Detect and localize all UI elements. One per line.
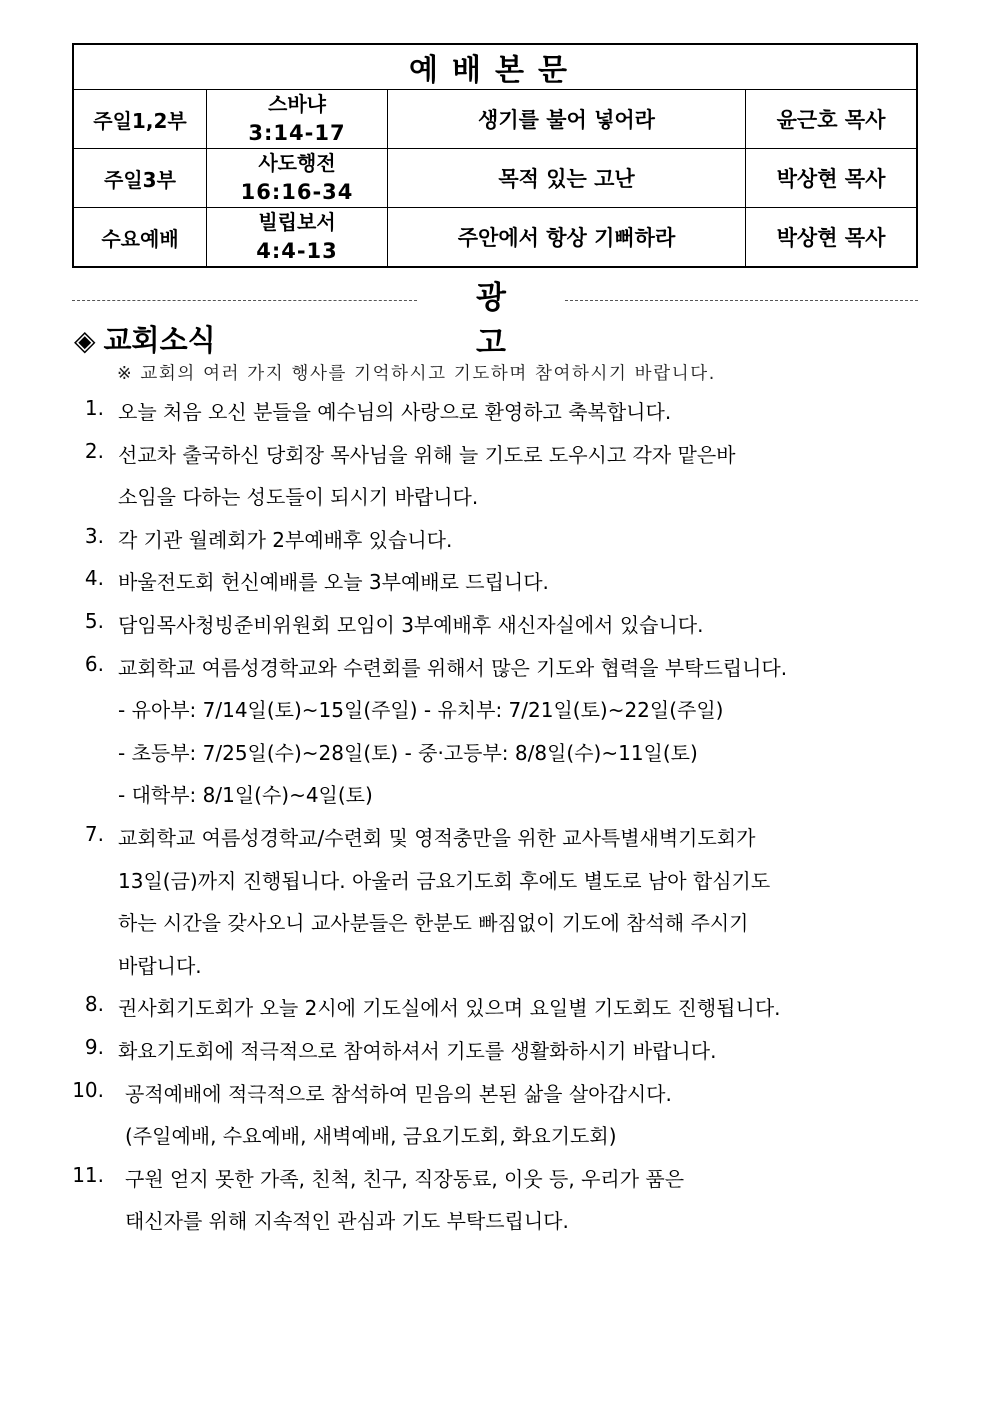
scripture [207,208,388,268]
service-name: 주일1,2부 [73,90,207,149]
notice-number: 2. [84,438,104,463]
notice-number: 8. [84,992,104,1017]
divider [72,300,417,301]
notice-text: 바랍니다. [118,953,202,978]
notice-text: 오늘 처음 오신 분들을 예수님의 사랑으로 환영하고 축복합니다. [118,400,672,424]
notice-text: 화요기도회에 적극적으로 참여하셔서 기도를 생활화하시기 바랍니다. [118,1039,717,1063]
notice-text: - 초등부: 7/25일(수)~28일(토) - 중·고등부: 8/8일(수)~11일(토) [118,740,698,765]
section-heading [74,318,216,359]
announcements-title: 광고 [476,280,544,361]
notice-text: 바울전도회 헌신예배를 오늘 3부예배로 드립니다. [118,570,549,595]
notice-text: 13일(금)까지 진행됩니다. 아울러 금요기도회 후에도 별도로 남아 합심기도 [118,868,771,893]
notice-text: 공적예배에 적극적으로 참석하여 믿음의 본된 삶을 살아갑시다. [125,1081,672,1106]
notice-text: - 대학부: 8/1일(수)~4일(토) [118,783,373,808]
notice-text: (주일예배, 수요예배, 새벽예배, 금요기도회, 화요기도회) [125,1124,617,1149]
divider [565,300,918,301]
notice-number: 5. [84,609,104,633]
notice-text: 선교차 출국하신 당회장 목사님을 위해 늘 기도로 도우시고 각자 맡은바 [118,442,736,467]
service-name: 수요예배 [73,208,207,268]
notice-number: 11. [72,1162,104,1187]
scripture-verse: 16:16-34 [240,180,354,204]
scripture-book: 스바냐 [268,92,326,116]
notice-number: 7. [84,822,104,846]
section-note: ※ 교회의 여러 가지 행사를 기억하시고 기도하며 참여하시기 바랍니다. [117,364,716,384]
notice-text: 교회학교 여름성경학교와 수련회를 위해서 많은 기도와 협력을 부탁드립니다. [118,655,788,680]
service-name: 주일3부 [73,149,207,208]
notice-number: 4. [84,566,104,591]
notice-text: - 유아부: 7/14일(토)~15일(주일) - 유치부: 7/21일(토)~22일(주일) [118,698,724,723]
notice-number: 6. [84,651,104,676]
notice-number: 10. [72,1077,104,1102]
sermon-row [73,208,917,268]
notice-text: 구원 얻지 못한 가족, 친척, 친구, 직장동료, 이웃 등, 우리가 품은 [125,1166,685,1191]
sermon-title: 생기를 불어 넣어라 [388,90,746,149]
notice-text: 담임목사청빙준비위원회 모임이 3부예배후 새신자실에서 있습니다. [118,613,704,637]
scripture-verse: 3:14-17 [248,121,346,145]
notice-text: 교회학교 여름성경학교/수련회 및 영적충만을 위한 교사특별새벽기도회가 [118,826,756,850]
preacher: 윤근호 목사 [746,90,918,149]
scripture-book: 사도행전 [258,151,336,175]
section-title: 교회소식 [103,323,216,357]
sermon-table-title: 예배본문 [73,44,917,90]
sermon-row [73,90,917,149]
notice-text: 각 기관 월례회가 2부예배후 있습니다. [118,527,453,552]
scripture-book: 빌립보서 [258,210,336,234]
sermon-row [73,149,917,208]
notice-number: 9. [84,1035,104,1059]
scripture [207,90,388,149]
notice-text: 태신자를 위해 지속적인 관심과 기도 부탁드립니다. [125,1209,569,1234]
scripture-verse: 4:4-13 [256,239,338,263]
sermon-table-header-row [73,44,917,90]
sermon-table [72,43,918,268]
preacher: 박상현 목사 [746,208,918,268]
sermon-title: 주안에서 항상 기뻐하라 [388,208,746,268]
notice-text: 하는 시간을 갖사오니 교사분들은 한분도 빠짐없이 기도에 참석해 주시기 [118,911,749,936]
scripture [207,149,388,208]
sermon-title: 목적 있는 고난 [388,149,746,208]
notice-text: 권사회기도회가 오늘 2시에 기도실에서 있으며 요일별 기도회도 진행됩니다. [118,996,781,1021]
diamond-icon: ◈ [74,324,96,357]
notice-number: 1. [84,396,104,420]
notice-text: 소임을 다하는 성도들이 되시기 바랍니다. [118,485,479,510]
preacher: 박상현 목사 [746,149,918,208]
notice-number: 3. [84,523,104,548]
